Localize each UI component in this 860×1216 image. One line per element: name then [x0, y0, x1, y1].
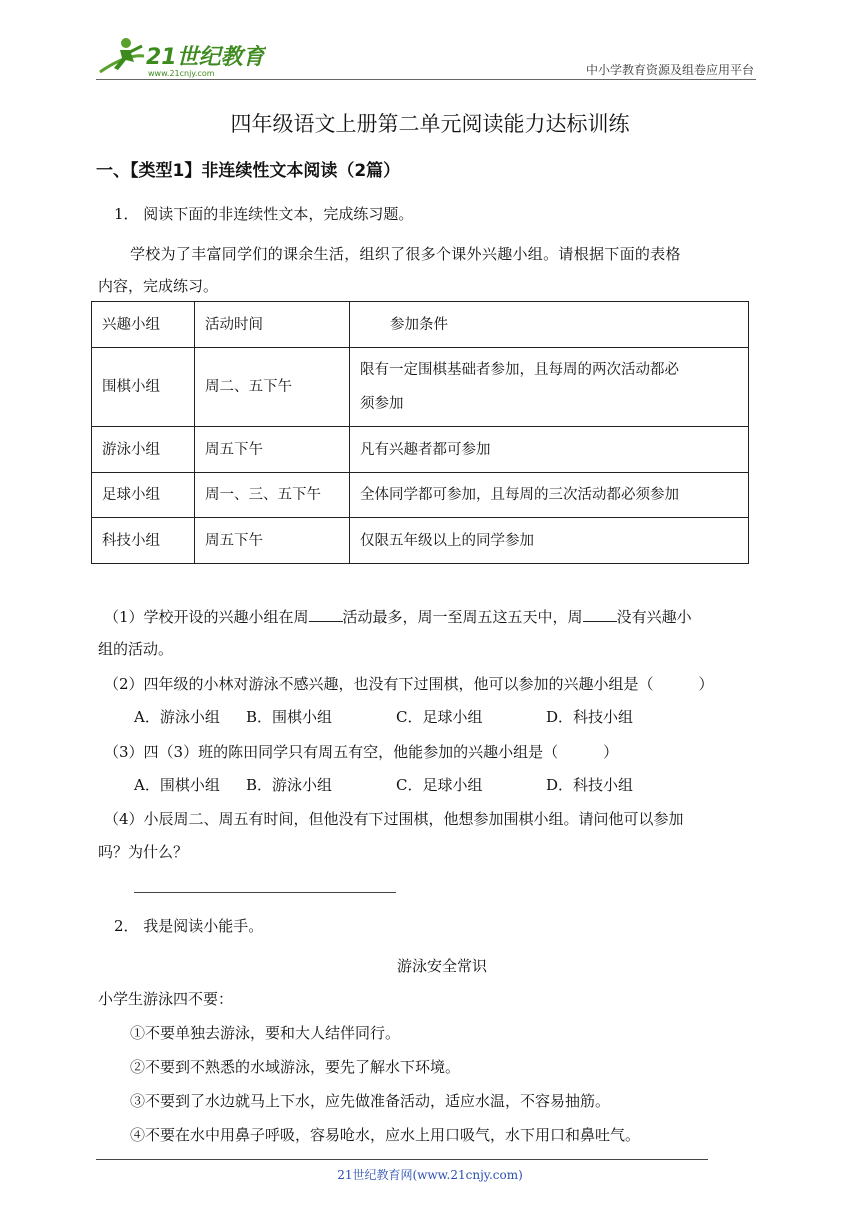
logo-url: www.21cnjy.com	[148, 69, 215, 78]
answer-line[interactable]	[134, 892, 396, 893]
footer-divider	[96, 1159, 708, 1160]
q1-sub1-line2: 组的活动。	[98, 640, 174, 658]
q2-stem: 2． 我是阅读小能手。	[114, 917, 264, 935]
table-row	[92, 473, 749, 518]
sub1-text-b: 活动最多，周一至周五这五天中，周	[342, 608, 583, 626]
passage-lead: 小学生游泳四不要：	[98, 990, 234, 1008]
q1-intro-line2: 内容，完成练习。	[98, 277, 219, 295]
table-header-cell: 参加条件	[350, 302, 749, 348]
sub1-text-c: 没有兴趣小	[616, 608, 692, 626]
table-header-cell: 兴趣小组	[92, 302, 195, 348]
table-cell-time: 周二、五下午	[195, 348, 350, 427]
passage-item: ③不要到了水边就马上下水，应先做准备活动，适应水温，不容易抽筋。	[130, 1092, 611, 1110]
option-b[interactable]: B．围棋小组	[246, 708, 333, 726]
q1-sub2-options	[134, 706, 633, 728]
condition-line: 须参加	[360, 396, 404, 412]
table-cell-condition	[350, 348, 749, 427]
option-c[interactable]: C．足球小组	[396, 708, 483, 726]
passage-item: ①不要单独去游泳，要和大人结伴同行。	[130, 1024, 401, 1042]
q1-sub4-line2: 吗？为什么？	[98, 843, 189, 861]
q1-sub4-line1: （4）小辰周二、周五有时间，但他没有下过围棋，他想参加围棋小组。请问他可以参加	[104, 810, 684, 828]
passage-item: ④不要在水中用鼻子呼吸，容易呛水，应水上用口吸气，水下用口和鼻吐气。	[130, 1126, 641, 1144]
q1-sub3: （3）四（3）班的陈田同学只有周五有空，他能参加的兴趣小组是（ ）	[104, 743, 619, 761]
table-cell-group: 游泳小组	[92, 427, 195, 473]
site-logo	[96, 34, 266, 80]
table-cell-time: 周五下午	[195, 427, 350, 473]
header-divider	[96, 79, 756, 80]
platform-name: 中小学教育资源及组卷应用平台	[585, 63, 754, 77]
option-d[interactable]: D．科技小组	[546, 708, 634, 726]
condition-line: 限有一定围棋基础者参加，且每周的两次活动都必	[360, 362, 679, 378]
table-header-cell: 活动时间	[195, 302, 350, 348]
table-cell-time: 周五下午	[195, 518, 350, 564]
option-a[interactable]: A．游泳小组	[134, 708, 220, 726]
footer-link[interactable]: 21世纪教育网(www.21cnjy.com)	[337, 1168, 523, 1182]
logo-text: 21世纪教育	[146, 45, 265, 70]
option-a[interactable]: A．围棋小组	[134, 776, 220, 794]
table-row	[92, 348, 749, 427]
activity-table	[91, 301, 749, 564]
table-cell-condition: 全体同学都可参加，且每周的三次活动都必须参加	[350, 473, 749, 518]
table-header-row	[92, 302, 749, 348]
passage-item: ②不要到不熟悉的水域游泳，要先了解水下环境。	[130, 1058, 461, 1076]
answer-blank[interactable]	[309, 606, 343, 622]
table-cell-group: 足球小组	[92, 473, 195, 518]
option-d[interactable]: D．科技小组	[546, 776, 634, 794]
q1-sub1	[104, 606, 692, 628]
option-b[interactable]: B．游泳小组	[246, 776, 333, 794]
q1-sub2: （2）四年级的小林对游泳不感兴趣，也没有下过围棋，他可以参加的兴趣小组是（ ）	[104, 675, 714, 693]
option-c[interactable]: C．足球小组	[396, 776, 483, 794]
table-cell-group: 围棋小组	[92, 348, 195, 427]
table-cell-group: 科技小组	[92, 518, 195, 564]
q1-intro-line1: 学校为了丰富同学们的课余生活，组织了很多个课外兴趣小组。请根据下面的表格	[130, 245, 681, 263]
section-heading: 一、【类型1】非连续性文本阅读（2篇）	[96, 161, 401, 181]
table-cell-condition: 仅限五年级以上的同学参加	[350, 518, 749, 564]
q1-sub3-options	[134, 774, 633, 796]
page-title: 四年级语文上册第二单元阅读能力达标训练	[230, 112, 630, 136]
table-cell-time: 周一、三、五下午	[195, 473, 350, 518]
answer-blank[interactable]	[583, 606, 617, 622]
table-row	[92, 518, 749, 564]
q1-stem: 1． 阅读下面的非连续性文本，完成练习题。	[114, 205, 414, 223]
sub1-text-a: （1）学校开设的兴趣小组在周	[104, 608, 309, 626]
passage-title: 游泳安全常识	[396, 957, 487, 975]
table-cell-condition: 凡有兴趣者都可参加	[350, 427, 749, 473]
table-row	[92, 427, 749, 473]
